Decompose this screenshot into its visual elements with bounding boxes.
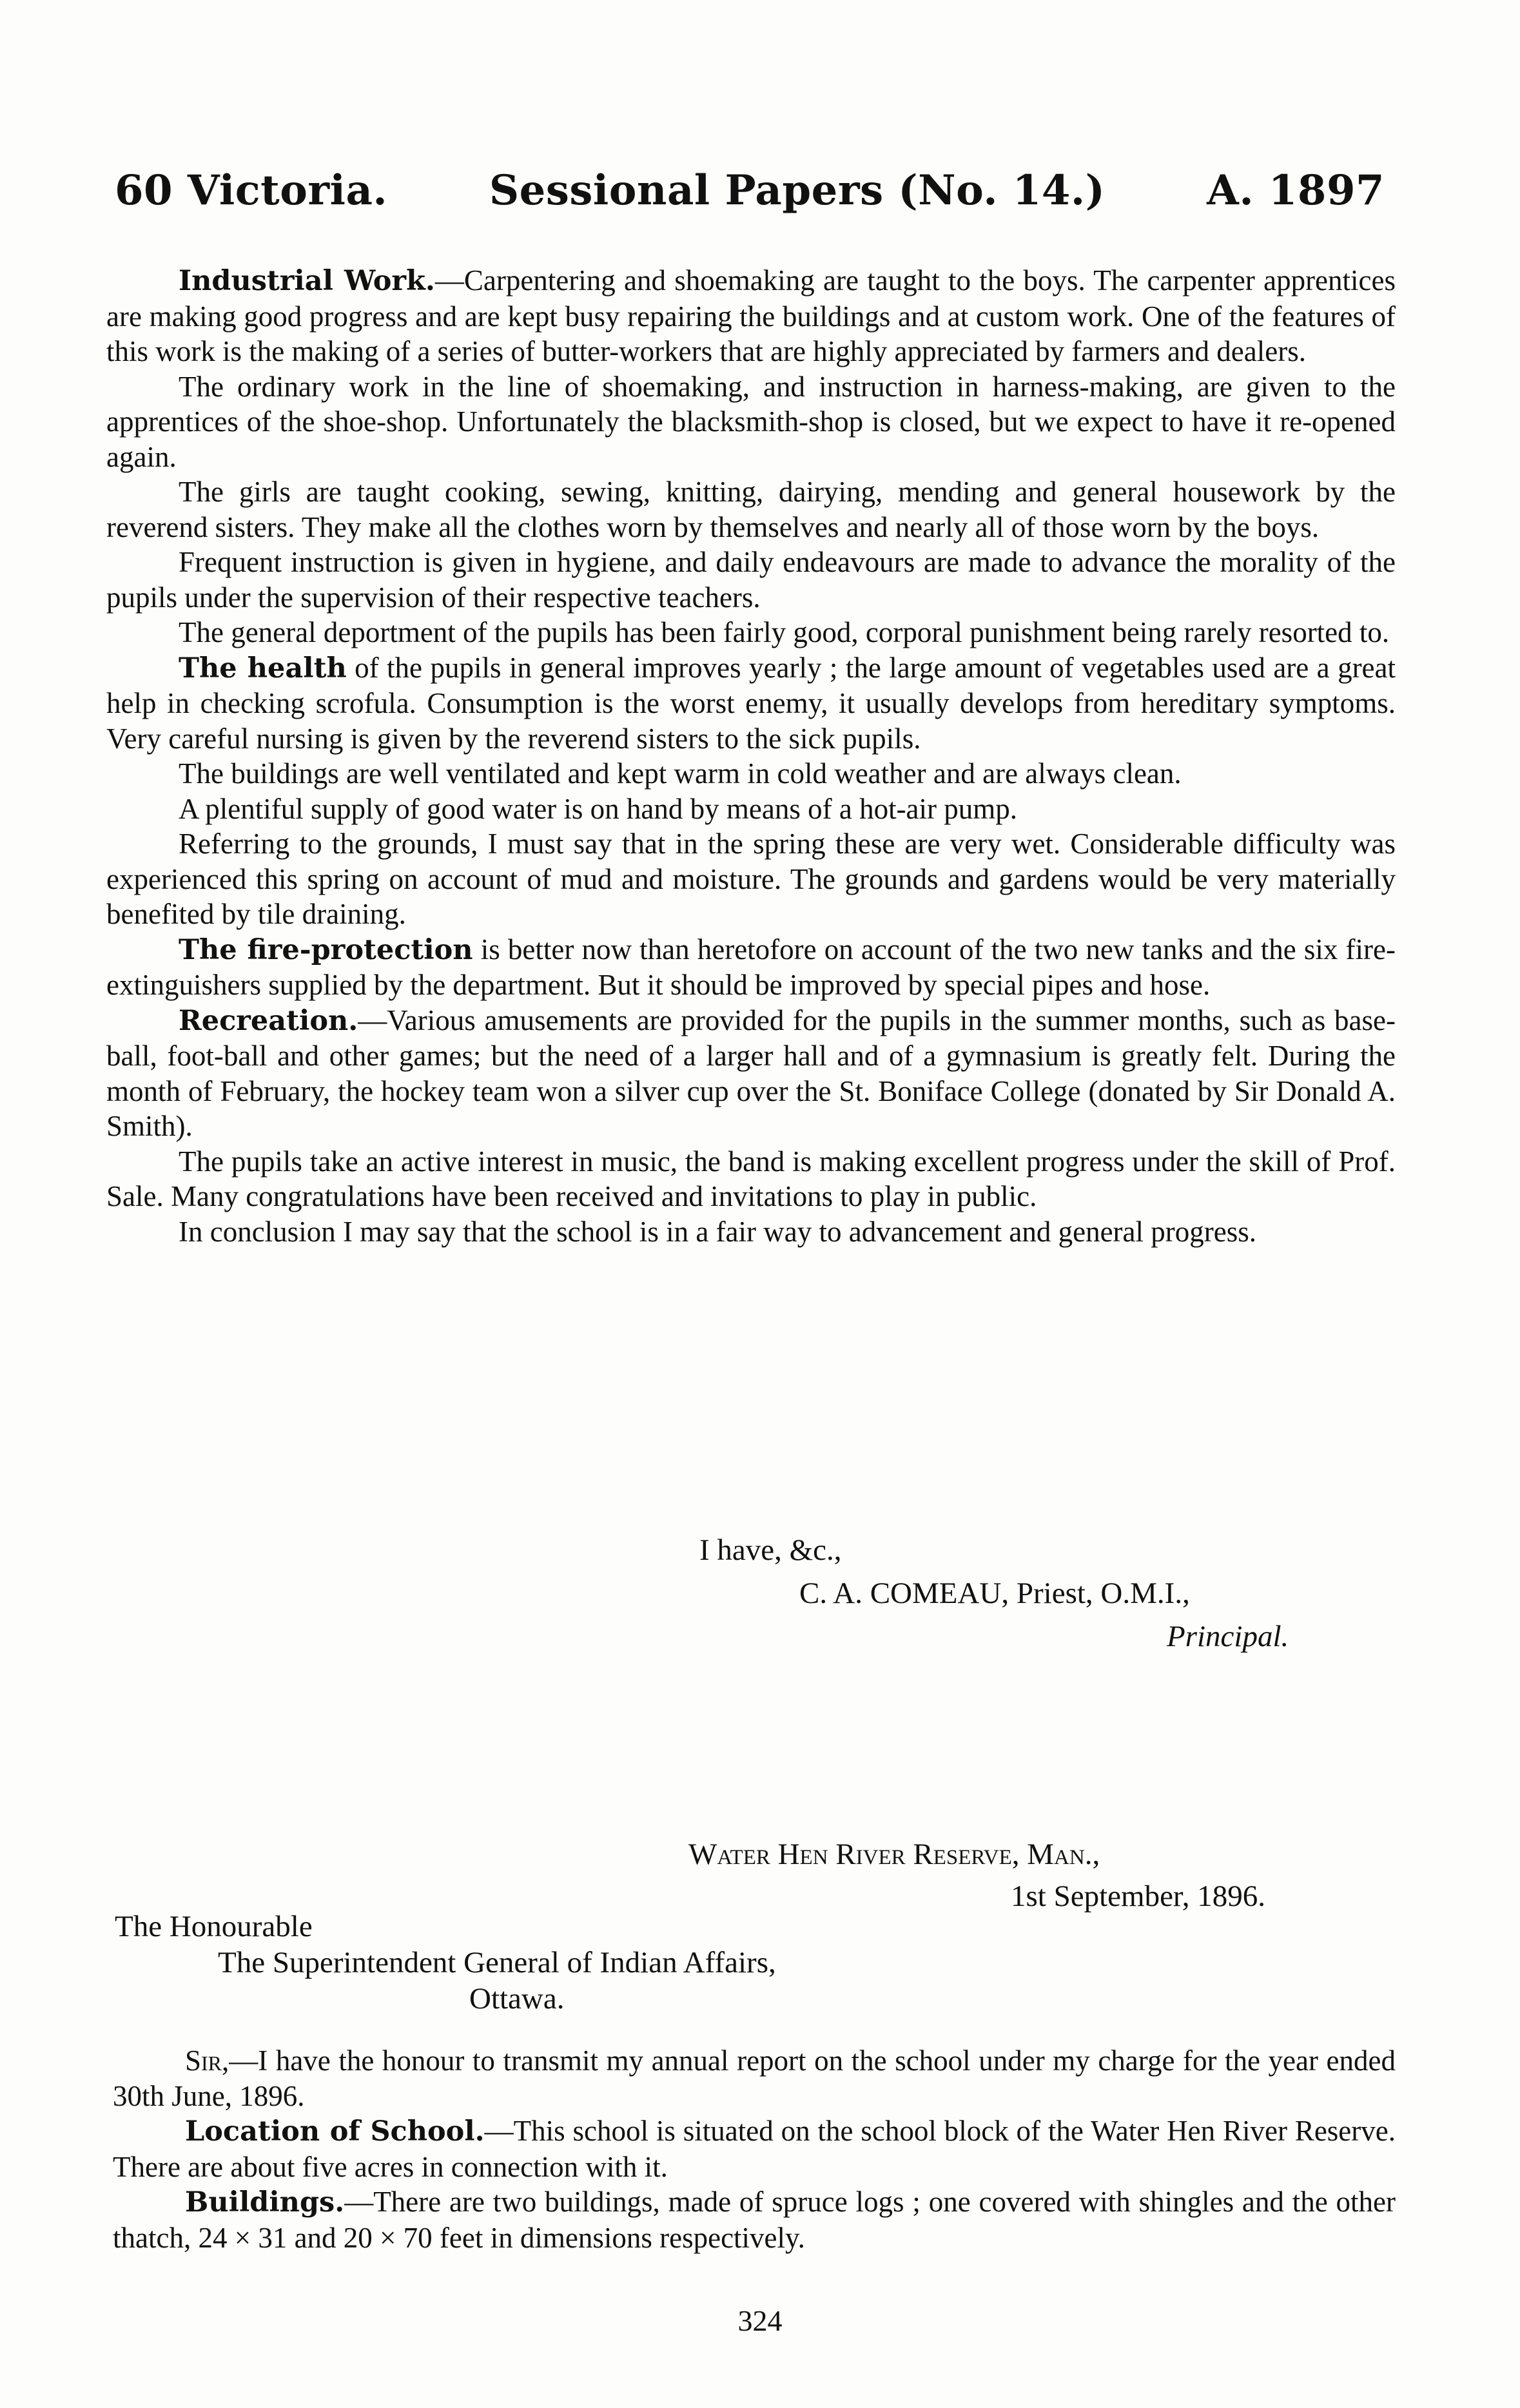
paragraph: Sir,—I have the honour to transmit my annual report on the school under my charge for the year ended 30th June, 1896. xyxy=(113,2044,1396,2112)
letter-body xyxy=(113,2043,1396,2255)
signatory-title: Principal. xyxy=(1167,1620,1289,1653)
paragraph: Referring to the grounds, I must say that in the spring these are very wet. Considerable difficulty was experienced this spring on account of mud and moisture. The grounds and gardens would be very materially benefited by tile draining. xyxy=(106,828,1396,930)
report-body xyxy=(106,263,1396,1249)
letter-date: 1st September, 1896. xyxy=(1011,1879,1265,1913)
paragraph: Buildings.—There are two buildings, made of spruce logs ; one covered with shingles and the other thatch, 24 × 31 and 20 × 70 feet in dimensions respectively. xyxy=(113,2186,1396,2254)
header-volume: 60 Victoria. xyxy=(115,166,388,215)
running-header xyxy=(115,166,1385,215)
closing-greeting: I have, &c., xyxy=(699,1533,842,1567)
paragraph: A plentiful supply of good water is on hand by means of a hot-air pump. xyxy=(179,792,1018,825)
signature: C. A. COMEAU, Priest, O.M.I., xyxy=(799,1577,1190,1610)
letter-place: Water Hen River Reserve, Man., xyxy=(688,1838,1100,1871)
header-year: A. 1897 xyxy=(1207,166,1385,215)
paragraph: The general deportment of the pupils has been fairly good, corporal punishment being rarely resorted to. xyxy=(179,616,1390,648)
paragraph: Industrial Work.—Carpentering and shoemaking are taught to the boys. The carpenter apprentices are making good progress and are kept busy repairing the buildings and at custom work. One of the features of this work is the making of a series of butter-workers that are highly appreciated by farmers and dealers. xyxy=(106,264,1396,367)
paragraph: The buildings are well ventilated and kept warm in cold weather and are always clean. xyxy=(179,757,1182,790)
addressee-line: The Superintendent General of Indian Affairs, xyxy=(218,1946,776,1979)
paragraph: The health of the pupils in general improves yearly ; the large amount of vegetables used are a great help in checking scrofula. Consumption is the worst enemy, it usually develops from hereditary symptoms. Very careful nursing is given by the reverend sisters to the sick pupils. xyxy=(106,651,1396,755)
page-number: 324 xyxy=(737,2304,783,2337)
paragraph-heading: Buildings. xyxy=(185,2186,345,2219)
paragraph: The fire-protection is better now than heretofore on account of the two new tanks and the six fire-extinguishers supplied by the department. But it should be improved by special pipes and hose. xyxy=(106,933,1396,1001)
salutation: Sir, xyxy=(185,2044,229,2077)
addressee-line: Ottawa. xyxy=(469,1982,565,2015)
paragraph-heading: Recreation. xyxy=(179,1004,358,1037)
paragraph-heading: The fire-protection xyxy=(179,933,473,966)
paragraph-heading: The health xyxy=(179,652,347,685)
header-title: Sessional Papers (No. 14.) xyxy=(489,166,1106,215)
paragraph: Recreation.—Various amusements are provided for the pupils in the summer months, such as base-ball, foot-ball and other games; but the need of a larger hall and of a gymnasium is greatly felt. During the month of February, the hockey team won a silver cup over the St. Boniface College (donated by Sir Donald A. Smith). xyxy=(106,1004,1396,1142)
paragraph-heading: Location of School. xyxy=(185,2115,485,2148)
paragraph: Frequent instruction is given in hygiene, and daily endeavours are made to advance the morality of the pupils under the supervision of their respective teachers. xyxy=(106,546,1396,614)
paragraph: In conclusion I may say that the school is in a fair way to advancement and general progress. xyxy=(179,1215,1256,1248)
paragraph: Location of School.—This school is situated on the school block of the Water Hen River Reserve. There are about five acres in connection with it. xyxy=(113,2115,1396,2183)
paragraph: The ordinary work in the line of shoemaking, and instruction in harness-making, are given to the apprentices of the shoe-shop. Unfortunately the blacksmith-shop is closed, but we expect to have it re-opened again. xyxy=(106,370,1396,473)
paragraph-heading: Industrial Work. xyxy=(179,265,435,297)
paragraph: The pupils take an active interest in music, the band is making excellent progress under the skill of Prof. Sale. Many congratulations have been received and invitations to play in public. xyxy=(106,1145,1396,1212)
addressee-line: The Honourable xyxy=(115,1910,313,1943)
paragraph: The girls are taught cooking, sewing, knitting, dairying, mending and general housework by the reverend sisters. They make all the clothes worn by themselves and nearly all of those worn by the boys. xyxy=(106,476,1396,543)
